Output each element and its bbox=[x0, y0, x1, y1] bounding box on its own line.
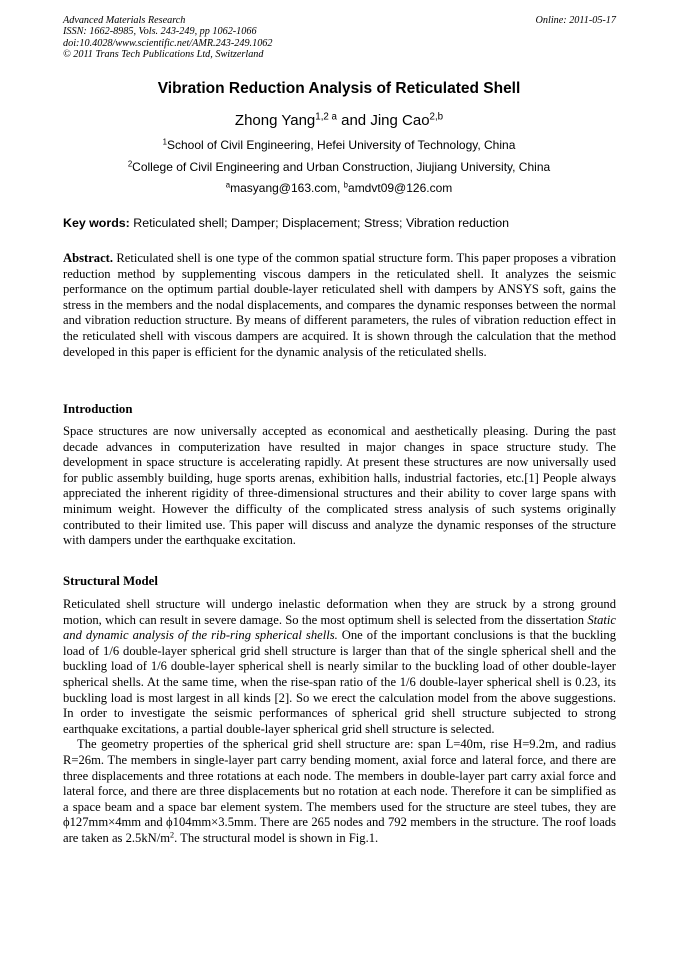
abstract-text: Reticulated shell is one type of the common spatial structure form. This paper proposes a vibration reduction method by supplementing viscous dampers in the reticulated shell. It analyzes the seismic performance on the optimum partial double-layer reticulated shell with dampers by ANSYS soft, gains the stress in the members and the nodal displacements, and compares the dynamic responses between the normal and vibration reduction structure. By means of different parameters, the rules of vibration reduction effect in the reticulated shell with viscous dampers are acquired. It is shown through the calculation that the method developed in this paper is efficient for the dynamic analysis of the reticulated shells. bbox=[63, 251, 616, 359]
abstract bbox=[63, 251, 616, 360]
introduction-text: Space structures are now universally accepted as economical and aesthetically pleasing. During the past decade advances in computerization have resulted in major changes in space structure study. The development in space structure is accelerating rapidly. At present these structures are now universally used for public assembly building, huge sports arenas, exhibition halls, industrial factories, etc.[1] People always appreciated the inherent rigidity of three-dimensional structures and their ability to cover large spans with minimum weight. However the difficulty of the complicated stress analysis of such systems originally contributed to their limited use. This paper will discuss and analyze the dynamic responses of the structure with dampers under the earthquake excitation. bbox=[63, 424, 616, 548]
journal-header bbox=[63, 15, 616, 61]
structural-model-body bbox=[63, 597, 616, 847]
paper-title: Vibration Reduction Analysis of Reticulated Shell bbox=[157, 80, 521, 97]
structural-model-p1 bbox=[63, 597, 616, 737]
keywords-text: Reticulated shell; Damper; Displacement; Stress; Vibration reduction bbox=[129, 216, 510, 230]
sm-p2-text-a: The geometry properties of the spherical grid shell structure are: span L=40m, rise H=9.2m, and radius R=26m. The members in single-layer part carry bending moment, axial force and lateral force, and there are three displacements and three rotations at each node. The members in double-layer part carry axial force and lateral force, and there are three displacements but no rotation at each node. Therefore it can be simplified as a space beam and a space bar element system. The members used for the structure are steel tubes, they are ϕ127mm×4mm and ϕ104mm×3.5mm. There are 265 nodes and 792 members in the structure. The roof loads are taken as 2.5kN/m bbox=[63, 737, 616, 845]
author-and: and bbox=[336, 112, 371, 129]
author-1-name: Zhong Yang bbox=[234, 112, 316, 129]
cited-dissertation-title: Static and dynamic analysis of the rib-ring spherical shells. bbox=[63, 612, 616, 643]
author-2-name: Jing Cao bbox=[370, 112, 430, 129]
affiliation-2 bbox=[0, 160, 678, 174]
author-2-affil: 2,b bbox=[429, 111, 444, 123]
introduction-heading: Introduction bbox=[63, 402, 133, 416]
structural-model-heading: Structural Model bbox=[63, 574, 158, 588]
email-a-sup: a bbox=[225, 180, 231, 190]
email-b-sup: b bbox=[343, 180, 349, 190]
affiliation-1-sup: 1 bbox=[162, 137, 167, 147]
affiliation-2-text: College of Civil Engineering and Urban Construction, Jiujiang University, China bbox=[132, 160, 551, 174]
structural-model-p2 bbox=[63, 737, 616, 846]
online-date: Online: 2011-05-17 bbox=[535, 15, 616, 26]
email-a[interactable]: masyang@163.com, bbox=[230, 181, 344, 195]
issn-line: ISSN: 1662-8985, Vols. 243-249, pp 1062-1066 bbox=[63, 26, 257, 38]
author-line bbox=[0, 112, 678, 129]
author-1-affil: 1,2 a bbox=[315, 111, 337, 123]
affiliation-2-sup: 2 bbox=[127, 159, 133, 169]
introduction-body bbox=[63, 424, 616, 549]
doi-line[interactable]: doi:10.4028/www.scientific.net/AMR.243-249.1062 bbox=[63, 37, 273, 49]
copyright-line: © 2011 Trans Tech Publications Ltd, Switzerland bbox=[63, 49, 264, 61]
affiliation-1-text: School of Civil Engineering, Hefei University of Technology, China bbox=[166, 138, 516, 152]
abstract-label: Abstract. bbox=[63, 251, 114, 265]
keywords bbox=[63, 216, 616, 230]
unit-superscript: 2 bbox=[170, 830, 175, 840]
sm-p2-text-b: . The structural model is shown in Fig.1. bbox=[174, 830, 379, 845]
sm-p1-text-a: Reticulated shell structure will undergo inelastic deformation when they are struck by a strong ground motion, which can result in severe damage. So the most optimum shell is selected from the dissertation bbox=[63, 597, 616, 627]
sm-p1-text-b: One of the important conclusions is that the buckling load of 1/6 double-layer spherical grid shell structure is larger than that of the single spherical shell and the buckling load of 1/6 double-layer spherical shell is nearly similar to the buckling load of other double-layer spherical shells. At the same time, when the rise-span ratio of the 1/6 double-layer spherical shell is 0.23, its buckling load is most largest in all kinds [2]. So we erect the calculation model from the above suggestions. In order to investigate the seismic performances of spherical grid shell structure subjected to strong earthquake excitations, a partial double-layer spherical grid shell structure is selected. bbox=[63, 628, 616, 736]
affiliation-1 bbox=[0, 138, 678, 152]
email-b[interactable]: amdvt09@126.com bbox=[348, 181, 453, 195]
journal-name: Advanced Materials Research bbox=[63, 15, 186, 26]
keywords-label: Key words: bbox=[63, 216, 130, 230]
email-line bbox=[0, 181, 678, 195]
